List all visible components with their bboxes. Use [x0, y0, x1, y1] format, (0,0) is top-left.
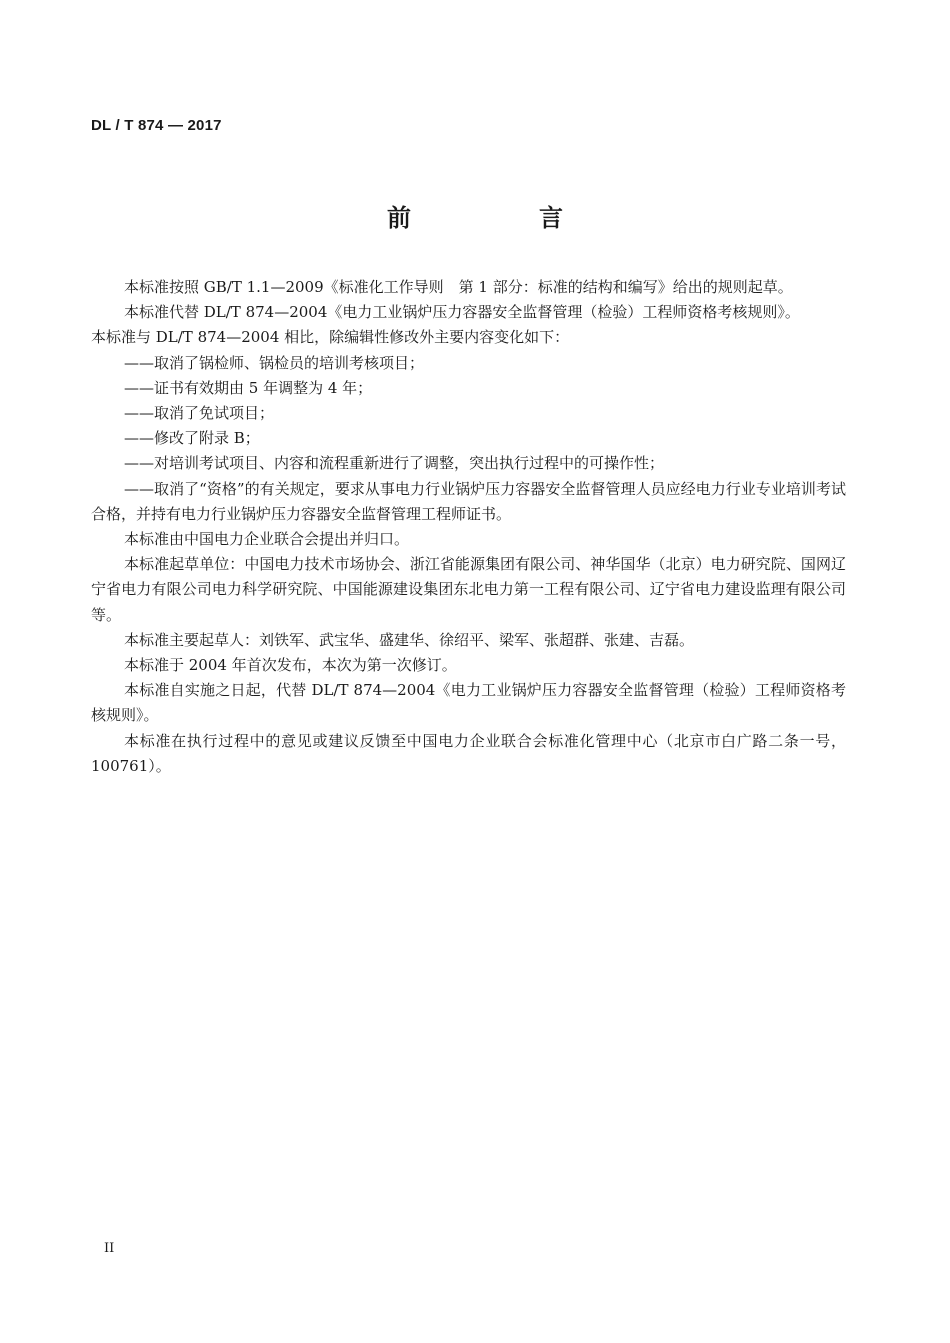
change-item: ——取消了锅检师、锅检员的培训考核项目； — [124, 353, 425, 372]
paragraph-feedback: 本标准在执行过程中的意见或建议反馈至中国电力企业联合会标准化管理中心（北京市白广路二条一号，100761）。 — [91, 731, 846, 775]
foreword-body — [91, 275, 846, 779]
standard-code: DL / T 874 — 2017 — [91, 117, 222, 134]
change-item: ——证书有效期由 5 年调整为 4 年； — [124, 378, 373, 397]
page-number: II — [104, 1241, 115, 1256]
paragraph-proposer: 本标准由中国电力企业联合会提出并归口。 — [124, 530, 410, 549]
paragraph-drafting-units: 本标准起草单位：中国电力技术市场协会、浙江省能源集团有限公司、神华国华（北京）电力研究院、国网辽宁省电力有限公司电力科学研究院、中国能源建设集团东北电力第一工程有限公司、辽宁省电力建设监理有限公司等。 — [91, 555, 846, 624]
paragraph-replaces: 本标准代替 DL/T 874—2004《电力工业锅炉压力容器安全监督管理（检验）工程师资格考核规则》。 — [124, 303, 800, 322]
change-item: ——修改了附录 B； — [124, 429, 260, 448]
change-item: ——对培训考试项目、内容和流程重新进行了调整，突出执行过程中的可操作性； — [124, 454, 665, 473]
paragraph-changes-intro: 本标准与 DL/T 874—2004 相比，除编辑性修改外主要内容变化如下： — [91, 328, 570, 347]
paragraph-drafters: 本标准主要起草人：刘铁军、武宝华、盛建华、徐绍平、梁军、张超群、张建、吉磊。 — [124, 630, 695, 649]
paragraph-effective: 本标准自实施之日起，代替 DL/T 874—2004《电力工业锅炉压力容器安全监督管理（检验）工程师资格考核规则》。 — [91, 681, 846, 725]
change-item: ——取消了免试项目； — [124, 404, 275, 423]
paragraph-drafting-rules: 本标准按照 GB/T 1.1—2009《标准化工作导则 第 1 部分：标准的结构和编写》给出的规则起草。 — [124, 278, 793, 296]
paragraph-history: 本标准于 2004 年首次发布，本次为第一次修订。 — [124, 656, 457, 675]
page-title: 前 言 — [387, 204, 615, 232]
change-item: ——取消了“资格”的有关规定，要求从事电力行业锅炉压力容器安全监督管理人员应经电力行业专业培训考试合格，并持有电力行业锅炉压力容器安全监督管理工程师证书。 — [91, 479, 846, 523]
